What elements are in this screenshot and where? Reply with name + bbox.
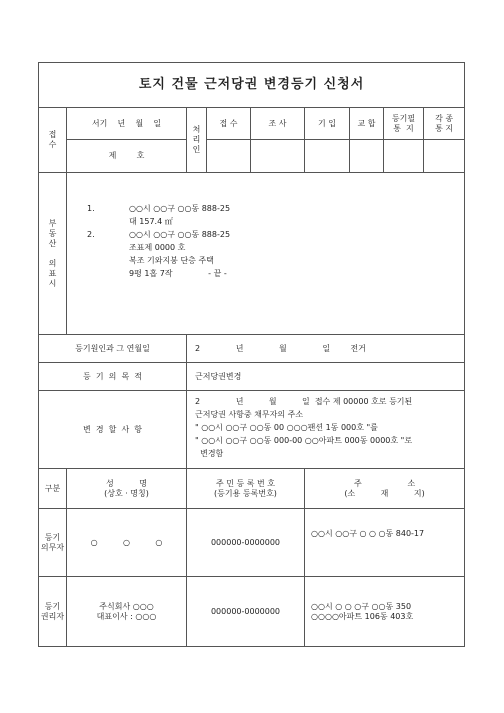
application-form <box>38 62 464 647</box>
property-description <box>67 173 465 335</box>
col-various-notice: 각 종 통 지 <box>424 108 465 140</box>
property-line-1: ○○시 ○○구 ○○동 888-25 <box>129 203 231 213</box>
holder-address: ○○시 ○ ○ ○구 ○○동 350 ○○○○아파트 106동 403호 <box>305 577 465 647</box>
changes-line-1: 2 년 월 일 접수 제 00000 호로 등기된 <box>195 397 413 406</box>
col-check: 교 합 <box>350 108 384 140</box>
purpose-label: 등 기 의 목 적 <box>39 363 187 391</box>
property-line-5: 복조 기와지붕 단층 주택 <box>129 255 214 265</box>
property-num-1: 1. <box>87 203 95 213</box>
holder-label: 등기 권리자 <box>39 577 67 647</box>
obligor-id: 000000-0000000 <box>187 509 305 577</box>
purpose-value: 근저당권변경 <box>187 363 465 391</box>
changes-line-3: " ○○시 ○○구 ○○동 00 ○○○팬션 1동 000호 "를 <box>195 423 378 432</box>
processor-label: 처 리 인 <box>187 108 207 173</box>
changes-label: 변 경 할 사 항 <box>39 391 187 469</box>
property-line-6: 9평 1홉 7작 - 끝 - <box>129 268 227 278</box>
changes-value <box>187 391 465 469</box>
form-table <box>38 62 465 647</box>
receipt-number: 제 호 <box>67 140 187 173</box>
obligor-name: ○ ○ ○ <box>67 509 187 577</box>
changes-line-4: " ○○시 ○○구 ○○동 000-00 ○○아파트 000동 0000호 "로 <box>195 436 413 445</box>
stamp-box-1[interactable] <box>207 140 251 173</box>
property-label: 부 동 산 의 표 시 <box>39 173 67 335</box>
property-line-3: ○○시 ○○구 ○○동 888-25 <box>129 229 231 239</box>
form-title: 토지 건물 근저당권 변경등기 신청서 <box>39 63 465 108</box>
changes-line-2: 근저당권 사항중 채무자의 주소 <box>195 410 304 419</box>
stamp-box-3[interactable] <box>305 140 350 173</box>
parties-header-address: 주 소 (소 재 지) <box>305 469 465 509</box>
obligor-label: 등기 의무자 <box>39 509 67 577</box>
col-completion-notice: 등기필 통 지 <box>384 108 424 140</box>
changes-line-5: 변경함 <box>195 449 224 458</box>
stamp-box-6[interactable] <box>424 140 465 173</box>
holder-name: 주식회사 ○○○ 대표이사 : ○○○ <box>67 577 187 647</box>
stamp-box-5[interactable] <box>384 140 424 173</box>
col-review: 조 사 <box>251 108 305 140</box>
receipt-date: 서기 년 월 일 <box>67 108 187 140</box>
property-line-4: 조표제 0000 호 <box>129 242 186 252</box>
parties-header-label: 구분 <box>39 469 67 509</box>
col-entry: 기 입 <box>305 108 350 140</box>
stamp-box-2[interactable] <box>251 140 305 173</box>
property-num-2: 2. <box>87 229 95 239</box>
receipt-label: 접 수 <box>39 108 67 173</box>
obligor-address: ○○시 ○○구 ○ ○ ○동 840-17 <box>305 509 465 577</box>
property-line-2: 대 157.4 ㎡ <box>129 216 173 226</box>
stamp-box-4[interactable] <box>350 140 384 173</box>
cause-value: 2 년 월 일 전거 <box>187 335 465 363</box>
parties-header-id: 주 민 등 록 번 호 (등기용 등록번호) <box>187 469 305 509</box>
col-receipt: 접 수 <box>207 108 251 140</box>
holder-id: 000000-0000000 <box>187 577 305 647</box>
parties-header-name: 성 명 (상호 · 명칭) <box>67 469 187 509</box>
cause-label: 등기원인과 그 연월일 <box>39 335 187 363</box>
